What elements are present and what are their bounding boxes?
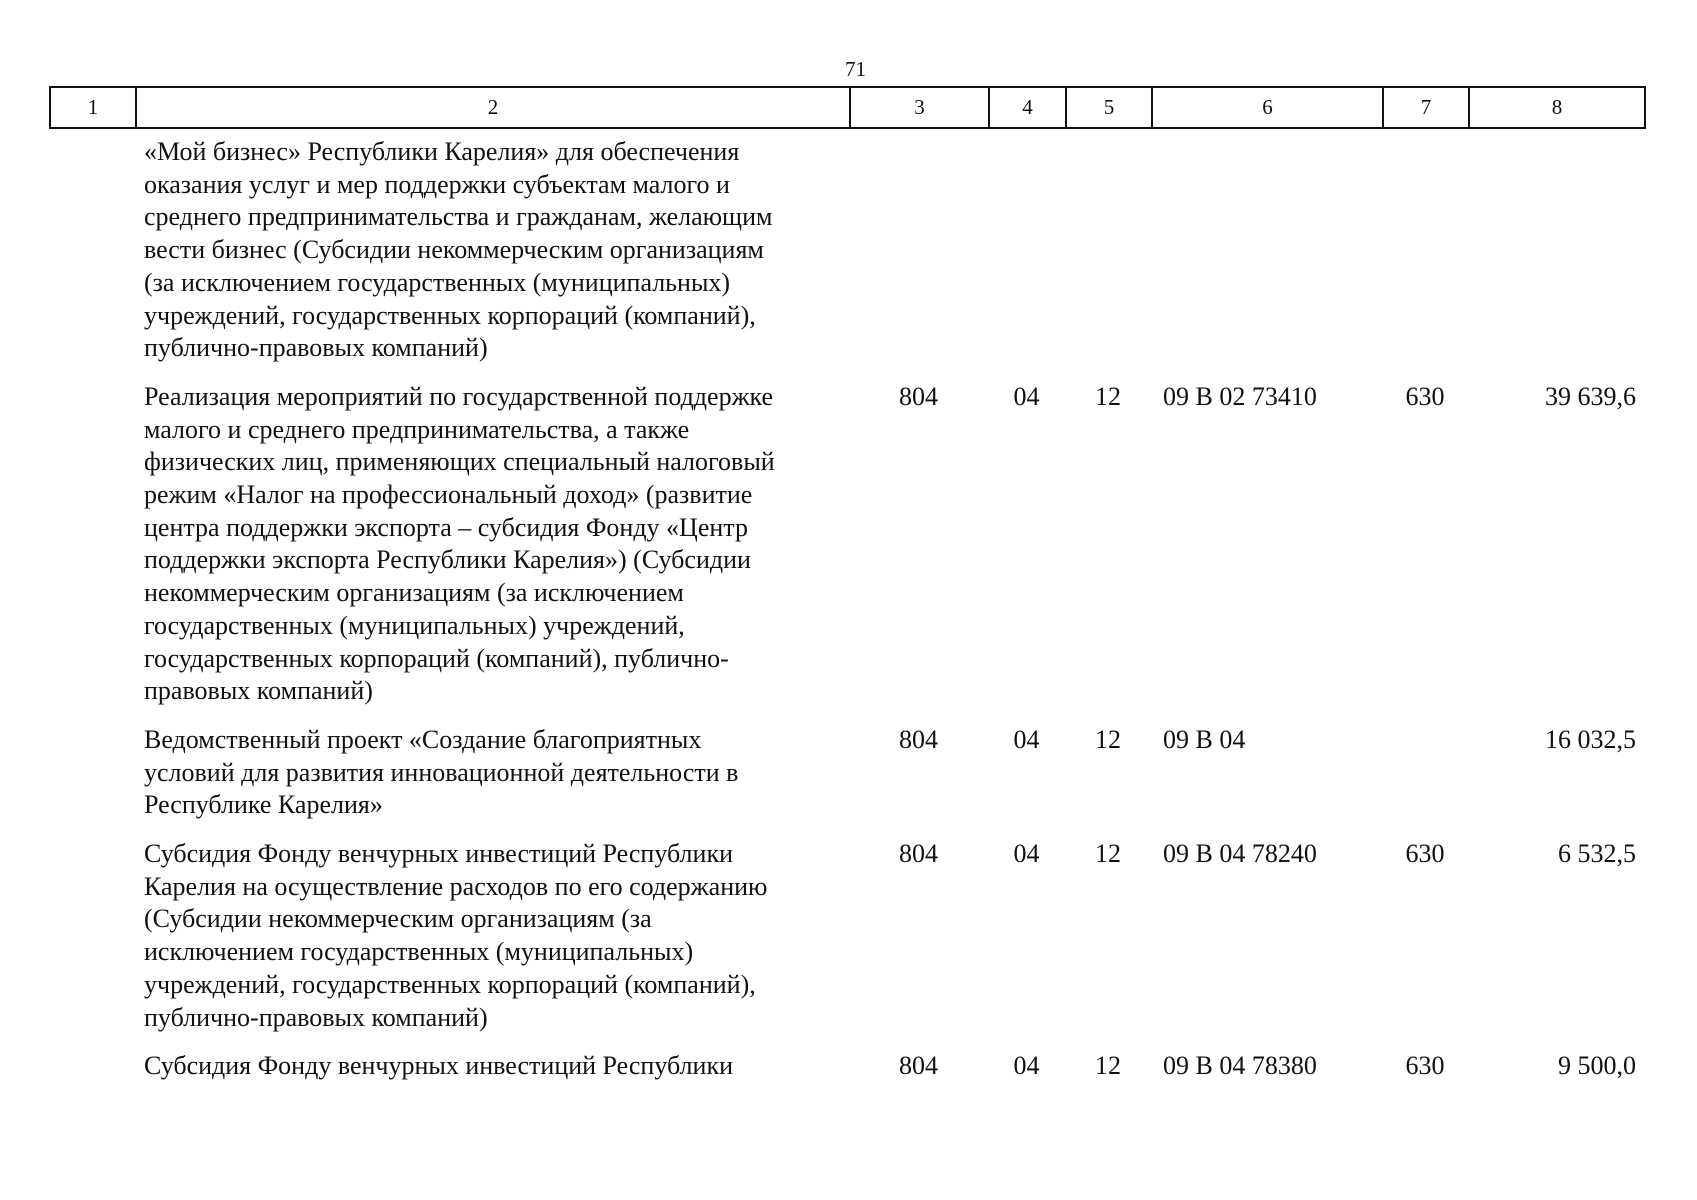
- description-line: малого и среднего предпринимательства, а также: [144, 414, 690, 444]
- column-header-6: 6: [1152, 87, 1383, 128]
- description-line: публично-правовых компаний): [144, 333, 488, 363]
- column-header-2: 2: [136, 87, 850, 128]
- description-line: публично-правовых компаний): [144, 1002, 488, 1032]
- column-header-row: [49, 86, 1646, 129]
- table-row: [49, 381, 1644, 724]
- column-header-4: 4: [989, 87, 1066, 128]
- description-line: исключением государственных (муниципальных): [144, 937, 694, 967]
- table-row: [49, 838, 1644, 1050]
- description-line: вести бизнес (Субсидии некоммерческим организациям: [144, 235, 764, 265]
- target-article-code: [1151, 136, 1382, 381]
- description-line: среднего предпринимательства и гражданам, желающим: [144, 202, 773, 232]
- item-code: 12: [1095, 724, 1121, 754]
- expense-type-code: 630: [1405, 381, 1445, 411]
- row-description: [49, 381, 849, 724]
- description-line: оказания услуг и мер поддержки субъектам малого и: [144, 169, 730, 199]
- table-row: [49, 136, 1644, 381]
- description-line: Ведомственный проект «Создание благоприятных: [144, 724, 702, 754]
- budget-table: [49, 136, 1644, 1099]
- table-row: [49, 1050, 1644, 1099]
- amount: 39 639,6: [1545, 381, 1636, 411]
- description-line: Карелия на осуществление расходов по его содержанию: [144, 871, 768, 901]
- table-row: [49, 724, 1644, 838]
- column-header-8: 8: [1469, 87, 1645, 128]
- amount: 16 032,5: [1545, 724, 1636, 754]
- subsection-code: [988, 136, 1065, 381]
- section-code: 804: [899, 724, 938, 754]
- section-code: 804: [899, 1051, 938, 1081]
- description-line: (Субсидии некоммерческим организациям (за: [144, 904, 652, 934]
- description-line: некоммерческим организациям (за исключением: [144, 578, 684, 608]
- expense-type-code: [1382, 136, 1468, 381]
- description-line: государственных (муниципальных) учреждений,: [144, 610, 685, 640]
- row-description: [49, 838, 849, 1050]
- description-line: режим «Налог на профессиональный доход» (развитие: [144, 480, 753, 510]
- item-code: [1065, 136, 1151, 381]
- column-header-5: 5: [1066, 87, 1152, 128]
- expense-type-code: [1382, 724, 1468, 838]
- row-description: [49, 136, 849, 381]
- target-article-code: 09 В 02 73410: [1163, 381, 1317, 411]
- expense-type-code: 630: [1405, 839, 1445, 869]
- description-line: Субсидия Фонду венчурных инвестиций Республики: [144, 1051, 733, 1081]
- target-article-code: 09 В 04 78380: [1163, 1051, 1317, 1081]
- section-code: 804: [899, 839, 938, 869]
- page-number: 71: [845, 57, 866, 81]
- target-article-code: 09 В 04 78240: [1163, 839, 1317, 869]
- target-article-code: 09 В 04: [1163, 724, 1246, 754]
- item-code: 12: [1095, 839, 1121, 869]
- subsection-code: 04: [1013, 381, 1040, 411]
- subsection-code: 04: [1013, 724, 1040, 754]
- item-code: 12: [1095, 1051, 1121, 1081]
- description-line: «Мой бизнес» Республики Карелия» для обеспечения: [144, 137, 740, 166]
- description-line: Республике Карелия»: [144, 790, 383, 820]
- column-header-1: 1: [50, 87, 136, 128]
- row-description: [49, 1050, 849, 1099]
- subsection-code: 04: [1013, 1051, 1040, 1081]
- description-line: физических лиц, применяющих специальный налоговый: [144, 447, 775, 477]
- description-line: учреждений, государственных корпораций (компаний),: [144, 969, 756, 999]
- description-line: правовых компаний): [144, 676, 373, 706]
- description-line: государственных корпораций (компаний), публично-: [144, 643, 729, 673]
- column-header-3: 3: [850, 87, 989, 128]
- description-line: Субсидия Фонду венчурных инвестиций Республики: [144, 839, 733, 869]
- description-line: центра поддержки экспорта – субсидия Фонду «Центр: [144, 512, 748, 542]
- item-code: 12: [1095, 381, 1121, 411]
- subsection-code: 04: [1013, 839, 1040, 869]
- description-line: Реализация мероприятий по государственной поддержке: [144, 381, 774, 411]
- section-code: [849, 136, 988, 381]
- expense-type-code: 630: [1405, 1051, 1445, 1081]
- description-line: поддержки экспорта Республики Карелия») (Субсидии: [144, 545, 751, 575]
- column-header-7: 7: [1383, 87, 1469, 128]
- amount: 6 532,5: [1558, 839, 1636, 869]
- row-description: [49, 724, 849, 838]
- description-line: (за исключением государственных (муниципальных): [144, 267, 731, 297]
- amount: [1468, 136, 1644, 381]
- section-code: 804: [899, 381, 938, 411]
- description-line: учреждений, государственных корпораций (компаний),: [144, 300, 756, 330]
- description-line: условий для развития инновационной деятельности в: [144, 757, 739, 787]
- amount: 9 500,0: [1558, 1051, 1636, 1081]
